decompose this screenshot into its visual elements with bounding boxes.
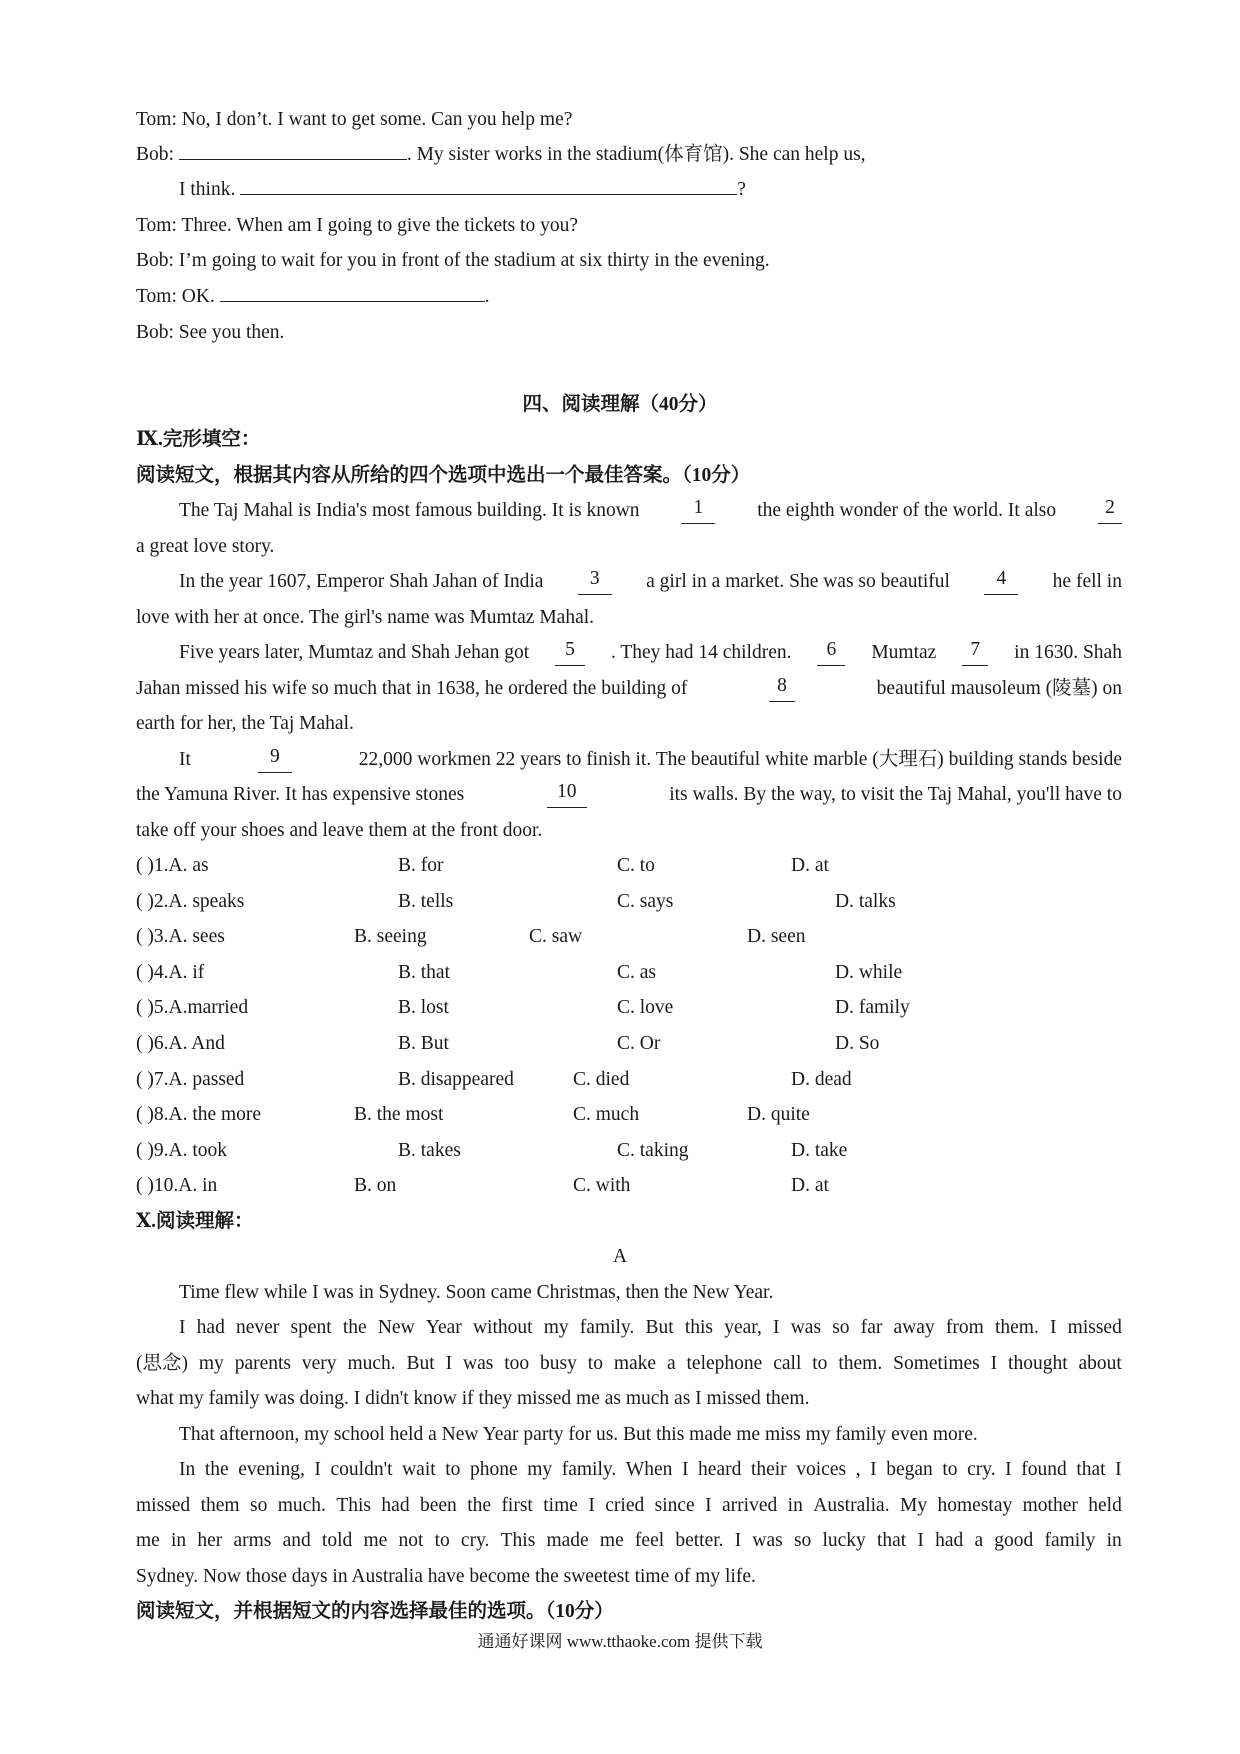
option-d: D. at <box>791 1175 829 1196</box>
word: much. <box>277 1495 326 1516</box>
word: me <box>599 1530 624 1551</box>
dialogue-line-6-prefix: Tom: OK. <box>136 286 220 307</box>
word: I <box>179 1317 186 1338</box>
part-10-title: Ⅹ.阅读理解： <box>136 1211 254 1232</box>
word: time <box>543 1495 578 1516</box>
word: (思念) <box>136 1353 188 1374</box>
word: arrived <box>722 1495 778 1516</box>
footer-source: 通通好课网 www.tthaoke.com 提供下载 <box>477 1632 763 1651</box>
dialogue-line-1: Tom: No, I don’t. I want to get some. Can you help me? <box>136 109 573 130</box>
option-b: B. for <box>398 855 444 876</box>
dialogue-line-3 <box>179 177 746 203</box>
word: make <box>613 1353 657 1374</box>
question-5: ( )5.A.married <box>136 997 249 1018</box>
word: had <box>935 1530 964 1551</box>
option-d: D. family <box>835 997 910 1018</box>
word: a <box>974 1530 984 1551</box>
passage-text: It <box>179 749 191 770</box>
cloze-line <box>179 747 1122 773</box>
word: evening, <box>238 1459 305 1480</box>
word: to <box>942 1459 958 1480</box>
word: away <box>893 1317 935 1338</box>
word: without <box>472 1317 533 1338</box>
question-2: ( )2.A. speaks <box>136 891 245 912</box>
option-d: D. seen <box>747 926 806 947</box>
passage-text: 22,000 workmen 22 years to finish it. The beautiful white marble (大理石) building stands beside <box>358 749 1122 770</box>
word: I <box>1115 1459 1122 1480</box>
answer-blank[interactable] <box>220 284 485 302</box>
word: that <box>1076 1459 1106 1480</box>
word: New <box>377 1317 415 1338</box>
word: Year <box>425 1317 462 1338</box>
word: feel <box>634 1530 665 1551</box>
word: to <box>587 1353 603 1374</box>
word: a <box>666 1353 676 1374</box>
reading-line <box>136 1493 1122 1519</box>
option-d: D. quite <box>747 1104 810 1125</box>
word: cried <box>605 1495 645 1516</box>
dialogue-line-6-suffix: . <box>484 286 490 307</box>
word: this <box>684 1317 714 1338</box>
dialogue-line-4: Tom: Three. When am I going to give the tickets to you? <box>136 215 578 236</box>
word: But <box>645 1317 674 1338</box>
cloze-line: earth for her, the Taj Mahal. <box>136 713 354 734</box>
option-c: C. saw <box>529 926 583 947</box>
option-c: C. much <box>573 1104 640 1125</box>
dialogue-line-2-suffix: . My sister works in the stadium(体育馆). She can help us, <box>406 144 866 165</box>
word: was <box>463 1353 494 1374</box>
passage-letter: A <box>612 1246 628 1267</box>
part-9-title: Ⅸ.完形填空： <box>136 429 261 450</box>
word: year, <box>724 1317 762 1338</box>
word: in <box>787 1495 803 1516</box>
reading-line <box>136 1351 1122 1377</box>
reading-line: what my family was doing. I didn't know if they missed me as much as I missed them. <box>136 1388 810 1409</box>
word: them. <box>994 1317 1039 1338</box>
dialogue-line-3-suffix: ? <box>737 179 746 200</box>
dialogue-line-5: Bob: I’m going to wait for you in front of the stadium at six thirty in the evening. <box>136 250 770 271</box>
option-b: B. on <box>354 1175 397 1196</box>
cloze-line <box>136 676 1122 702</box>
passage-text: Jahan missed his wife so much that in 1638, he ordered the building of <box>136 678 688 699</box>
cloze-blank-8: 8 <box>769 676 795 702</box>
passage-text: the eighth wonder of the world. It also <box>757 500 1057 521</box>
passage-text: he fell in <box>1052 571 1122 592</box>
dialogue-line-3-prefix: I think. <box>179 179 241 200</box>
passage-text: The Taj Mahal is India's most famous building. It is known <box>179 500 640 521</box>
word: I <box>917 1530 924 1551</box>
question-3: ( )3.A. sees <box>136 926 225 947</box>
question-4: ( )4.A. if <box>136 962 205 983</box>
word: arms <box>233 1530 272 1551</box>
word: never <box>236 1317 280 1338</box>
question-7: ( )7.A. passed <box>136 1069 245 1090</box>
word: family <box>1044 1530 1096 1551</box>
word: me <box>136 1530 160 1551</box>
cloze-blank-5: 5 <box>555 640 585 666</box>
option-b: B. tells <box>398 891 454 912</box>
word: thought <box>1008 1353 1068 1374</box>
word: so <box>793 1530 812 1551</box>
word: family. <box>579 1317 635 1338</box>
passage-text: Mumtaz <box>871 642 937 663</box>
word: been <box>419 1495 457 1516</box>
reading-line: Time flew while I was in Sydney. Soon came Christmas, then the New Year. <box>179 1282 774 1303</box>
passage-text: the Yamuna River. It has expensive stones <box>136 784 465 805</box>
word: couldn't <box>330 1459 393 1480</box>
word: I <box>445 1353 453 1374</box>
word: me <box>363 1530 388 1551</box>
word: My <box>900 1495 928 1516</box>
word: very <box>301 1353 337 1374</box>
word: told <box>321 1530 353 1551</box>
word: to <box>434 1530 450 1551</box>
word: not <box>398 1530 424 1551</box>
word: missed <box>136 1495 191 1516</box>
word: them. <box>838 1353 883 1374</box>
word: cry. <box>967 1459 996 1480</box>
dialogue-line-6 <box>136 284 490 310</box>
answer-blank[interactable] <box>179 142 407 160</box>
word: cry. <box>460 1530 490 1551</box>
passage-text: a girl in a market. She was so beautiful <box>646 571 950 592</box>
word: voices <box>796 1459 847 1480</box>
option-b: B. seeing <box>354 926 427 947</box>
word: held <box>1088 1495 1122 1516</box>
word: so <box>832 1317 850 1338</box>
word: I <box>734 1530 742 1551</box>
option-b: B. But <box>398 1033 449 1054</box>
word: to <box>445 1459 461 1480</box>
word: spent <box>290 1317 332 1338</box>
word: made <box>546 1530 589 1551</box>
word: I <box>705 1495 712 1516</box>
word: lucky <box>822 1530 866 1551</box>
cloze-blank-9: 9 <box>258 747 292 773</box>
reading-line: Sydney. Now those days in Australia have become the sweetest time of my life. <box>136 1566 756 1587</box>
dialogue-line-2 <box>136 142 866 168</box>
cloze-line <box>179 640 1122 666</box>
option-d: D. dead <box>791 1069 852 1090</box>
option-d: D. take <box>791 1140 848 1161</box>
word: busy <box>540 1353 577 1374</box>
word: phone <box>470 1459 518 1480</box>
word: I <box>588 1495 595 1516</box>
word: parents <box>234 1353 292 1374</box>
option-d: D. So <box>835 1033 880 1054</box>
option-b: B. the most <box>354 1104 444 1125</box>
word: good <box>994 1530 1034 1551</box>
question-9: ( )9.A. took <box>136 1140 227 1161</box>
cloze-blank-4: 4 <box>984 569 1018 595</box>
section-title: 四、阅读理解（40分） <box>522 394 718 415</box>
word: found <box>1021 1459 1067 1480</box>
answer-blank[interactable] <box>240 177 737 195</box>
question-6: ( )6.A. And <box>136 1033 225 1054</box>
option-c: C. with <box>573 1175 631 1196</box>
option-b: B. lost <box>398 997 449 1018</box>
word: family. <box>561 1459 617 1480</box>
word: When <box>625 1459 673 1480</box>
word: since <box>654 1495 695 1516</box>
word: missed <box>1067 1317 1122 1338</box>
part-9-instructions: 阅读短文，根据其内容从所给的四个选项中选出一个最佳答案。（10分） <box>136 465 751 486</box>
cloze-line: take off your shoes and leave them at the front door. <box>136 820 543 841</box>
cloze-blank-2: 2 <box>1098 498 1122 524</box>
cloze-line: love with her at once. The girl's name was Mumtaz Mahal. <box>136 607 595 628</box>
cloze-blank-10: 10 <box>547 782 587 808</box>
word: was <box>790 1317 822 1338</box>
option-d: D. while <box>835 962 903 983</box>
reading-line <box>179 1315 1122 1341</box>
cloze-line <box>179 569 1122 595</box>
question-1: ( )1.A. as <box>136 855 209 876</box>
reading-line <box>136 1528 1122 1554</box>
word: This <box>336 1495 372 1516</box>
word: much. <box>347 1353 396 1374</box>
word: But <box>406 1353 435 1374</box>
word: I <box>870 1459 877 1480</box>
word: the <box>467 1495 492 1516</box>
word: from <box>945 1317 984 1338</box>
option-d: D. at <box>791 855 829 876</box>
passage-text: in 1630. Shah <box>1014 642 1122 663</box>
word: had <box>381 1495 410 1516</box>
passage-text: In the year 1607, Emperor Shah Jahan of India <box>179 571 544 592</box>
reading-line: That afternoon, my school held a New Year party for us. But this made me miss my family even more. <box>179 1424 978 1445</box>
word: In <box>179 1459 196 1480</box>
word: them <box>200 1495 240 1516</box>
word: better. <box>675 1530 724 1551</box>
cloze-line <box>136 782 1122 808</box>
word: the <box>342 1317 367 1338</box>
word: call <box>773 1353 802 1374</box>
word: was <box>752 1530 783 1551</box>
word: I <box>314 1459 321 1480</box>
word: Australia. <box>813 1495 890 1516</box>
cloze-blank-6: 6 <box>817 640 845 666</box>
cloze-line <box>179 498 1122 524</box>
option-b: B. that <box>398 962 450 983</box>
word: in <box>1106 1530 1122 1551</box>
word: Sometimes <box>893 1353 980 1374</box>
passage-text: its walls. By the way, to visit the Taj Mahal, you'll have to <box>669 784 1122 805</box>
word: telephone <box>686 1353 763 1374</box>
passage-text: . They had 14 children. <box>610 642 792 663</box>
option-c: C. taking <box>617 1140 689 1161</box>
word: homestay <box>937 1495 1013 1516</box>
reading-line <box>179 1457 1122 1483</box>
passage-text: beautiful mausoleum (陵墓) on <box>876 678 1122 699</box>
option-c: C. died <box>573 1069 630 1090</box>
word: about <box>1078 1353 1122 1374</box>
option-c: C. Or <box>617 1033 661 1054</box>
option-c: C. as <box>617 962 656 983</box>
cloze-blank-7: 7 <box>962 640 988 666</box>
word: and <box>282 1530 311 1551</box>
cloze-blank-3: 3 <box>578 569 612 595</box>
word: I <box>681 1459 689 1480</box>
word: in <box>171 1530 187 1551</box>
word: wait <box>402 1459 436 1480</box>
word: far <box>860 1317 883 1338</box>
word: my <box>543 1317 569 1338</box>
word: I <box>1050 1317 1057 1338</box>
word: mother <box>1022 1495 1078 1516</box>
word: the <box>204 1459 229 1480</box>
word: my <box>198 1353 224 1374</box>
cloze-line: a great love story. <box>136 536 275 557</box>
word: her <box>197 1530 223 1551</box>
option-b: B. disappeared <box>398 1069 514 1090</box>
part-10-instructions: 阅读短文，并根据短文的内容选择最佳的选项。（10分） <box>136 1601 614 1622</box>
dialogue-line-7: Bob: See you then. <box>136 322 285 343</box>
word: I <box>990 1353 998 1374</box>
question-10: ( )10.A. in <box>136 1175 218 1196</box>
word: their <box>750 1459 787 1480</box>
word: too <box>504 1353 530 1374</box>
word: heard <box>698 1459 742 1480</box>
word: began <box>886 1459 933 1480</box>
dialogue-line-2-prefix: Bob: <box>136 144 179 165</box>
option-c: C. love <box>617 997 674 1018</box>
word: had <box>196 1317 225 1338</box>
cloze-blank-1: 1 <box>681 498 715 524</box>
word: first <box>501 1495 533 1516</box>
word: I <box>1005 1459 1012 1480</box>
word: so <box>249 1495 268 1516</box>
word: This <box>500 1530 536 1551</box>
passage-text: Five years later, Mumtaz and Shah Jehan got <box>179 642 530 663</box>
question-8: ( )8.A. the more <box>136 1104 262 1125</box>
word: that <box>876 1530 907 1551</box>
option-b: B. takes <box>398 1140 461 1161</box>
option-d: D. talks <box>835 891 896 912</box>
word: to <box>812 1353 828 1374</box>
option-c: C. says <box>617 891 674 912</box>
word: my <box>527 1459 553 1480</box>
option-c: C. to <box>617 855 655 876</box>
word: I <box>773 1317 780 1338</box>
word: , <box>855 1459 861 1480</box>
